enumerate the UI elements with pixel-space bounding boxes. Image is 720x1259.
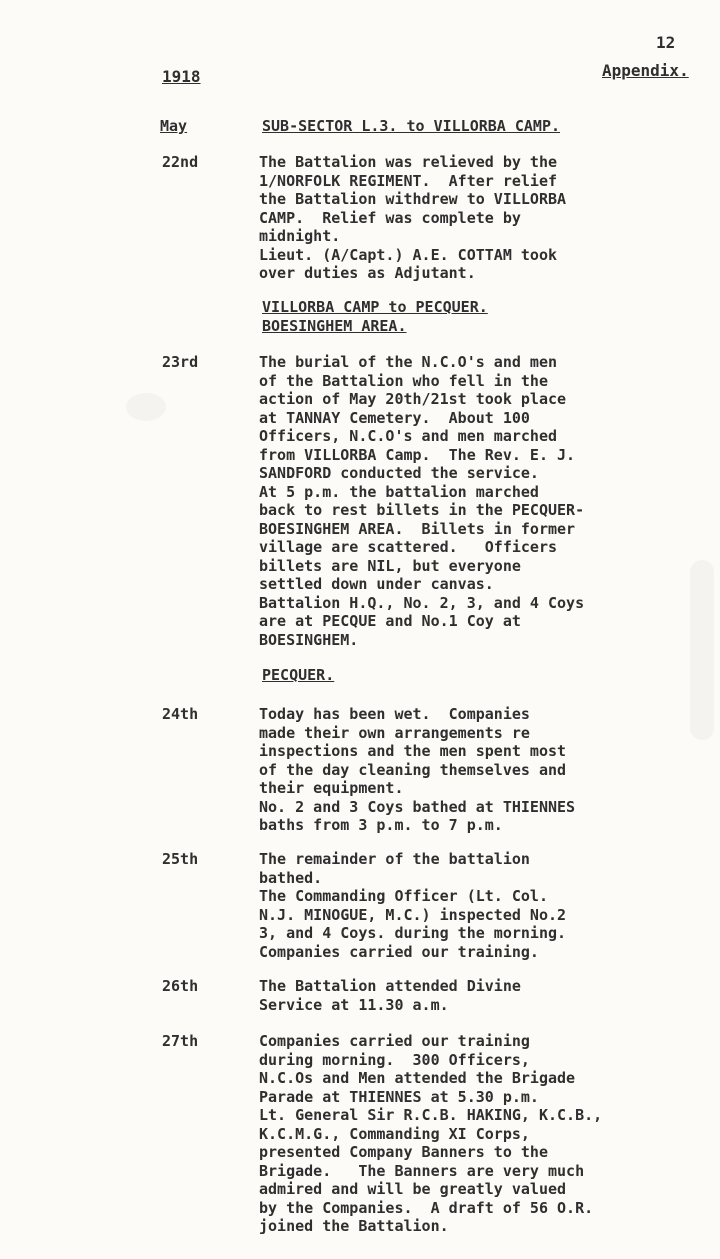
paper-stain (126, 393, 166, 421)
paper-stain (690, 560, 714, 740)
entry-text: The burial of the N.C.O's and men of the Battalion who fell in the action of May 20th/21st took place at TANNAY Cemetery. About 100 Officers, N.C.O's and men marched from VILLORBA Camp. The Rev. E. J. SANDFORD conducted the service. At 5 p.m. the battalion marched back to rest billets in the PECQUER- BOESINGHEM AREA. Billets in former village are scattered. Officers billets are NIL, but everyone settled down under canvas. Battalion H.Q., No. 2, 3, and 4 Coys are at PECQUE and No.1 Coy at BOESINGHEM. (259, 353, 585, 649)
entry-date: 23rd (162, 353, 199, 371)
entry-text: The remainder of the battalion bathed. The Commanding Officer (Lt. Col. N.J. MINOGUE, M.C.) inspected No.2 3, and 4 Coys. during the morning. Companies carried our training. (259, 850, 567, 961)
page-number: 12 (656, 33, 676, 52)
entry-date: 27th (162, 1032, 199, 1050)
section-heading: PECQUER. (262, 666, 335, 684)
appendix-label: Appendix. (602, 61, 689, 80)
section-heading: SUB-SECTOR L.3. to VILLORBA CAMP. (262, 117, 561, 135)
year-heading: 1918 (162, 67, 201, 86)
entry-date: 22nd (162, 153, 199, 171)
entry-date: 26th (162, 977, 199, 995)
entry-text: Companies carried our training during morning. 300 Officers, N.C.Os and Men attended the Brigade Parade at THIENNES at 5.30 p.m. Lt. General Sir R.C.B. HAKING, K.C.B., K.C.M.G., Commanding XI Corps, presented Company Banners to the Brigade. The Banners are very much admired and will be greatly valued by the Companies. A draft of 56 O.R. joined the Battalion. (259, 1032, 603, 1235)
entry-text: The Battalion was relieved by the 1/NORFOLK REGIMENT. After relief the Battalion withdrew to VILLORBA CAMP. Relief was complete by midnight. Lieut. (A/Capt.) A.E. COTTAM took over duties as Adjutant. (259, 153, 567, 282)
entry-text: The Battalion attended Divine Service at 11.30 a.m. (259, 977, 521, 1014)
entry-date: 24th (162, 705, 199, 723)
entry-date: 25th (162, 850, 199, 868)
month-heading: May (160, 117, 188, 135)
section-heading: VILLORBA CAMP to PECQUER. BOESINGHEM AREA. (262, 298, 488, 335)
entry-text: Today has been wet. Companies made their own arrangements re inspections and the men spent most of the day cleaning themselves and their equipment. No. 2 and 3 Coys bathed at THIENNES baths from 3 p.m. to 7 p.m. (259, 705, 576, 834)
